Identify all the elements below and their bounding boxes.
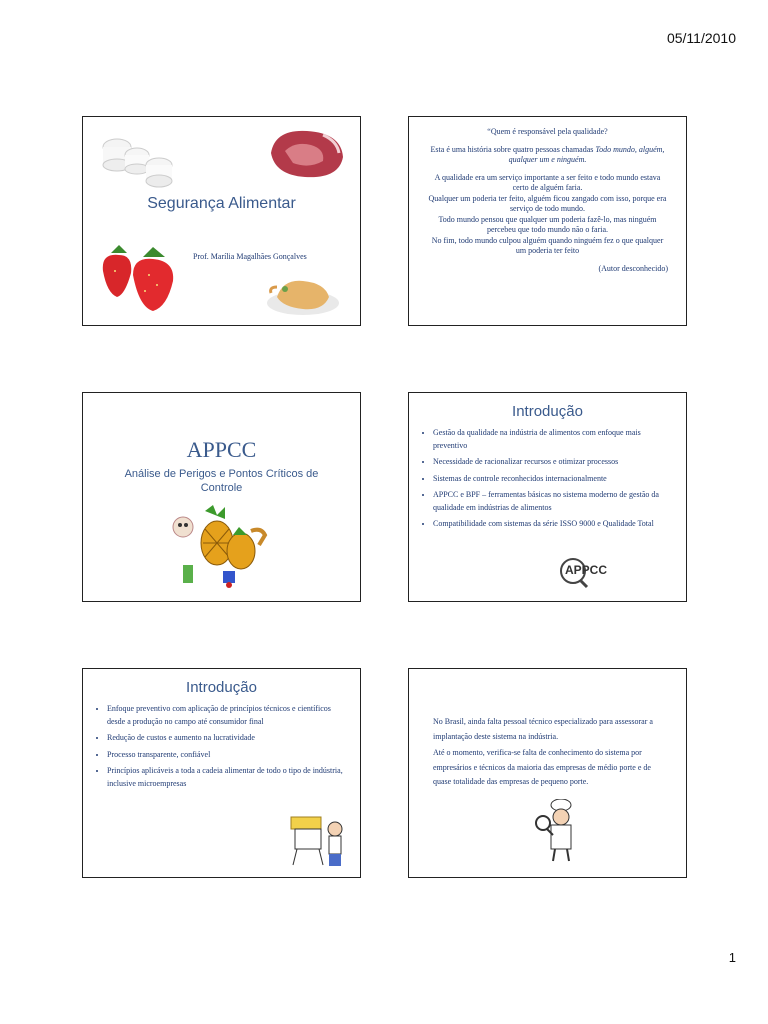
list-item: • Enfoque preventivo com aplicação de princípios técnicos e científicos desde a produção no campo até consumidor final: [107, 703, 346, 728]
slide-author: Prof. Marília Magalhães Gonçalves: [193, 252, 307, 261]
pineapple-cartoon: [169, 505, 279, 591]
marshmallow-image: [95, 125, 175, 191]
list-item: • Redução de custos e aumento na lucratividade: [107, 732, 346, 745]
appcc-subtitle: Análise de Perigos e Pontos Críticos de Controle: [124, 468, 319, 494]
bullet-list: [93, 703, 346, 794]
slide-title-text: Segurança Alimentar: [147, 195, 296, 212]
slide-heading: Introdução: [512, 403, 583, 420]
strawberry-image: [93, 241, 183, 317]
inspector-cartoon: [289, 811, 353, 873]
chicken-image: [263, 267, 343, 319]
paragraph: Até o momento, verifica-se falta de conhecimento do sistema por empresários e técnicos da maioria das empresas de médio porte e de quase totalidade das empresas de pequeno porte.: [433, 748, 651, 786]
quote-author: (Autor desconhecido): [598, 263, 668, 273]
quote-intro: Esta é uma história sobre quatro pessoas chamadas Todo mundo, alguém, qualquer um e ninguém.: [430, 144, 665, 164]
slide-title: [82, 116, 361, 326]
slide-introducao-2: [82, 668, 361, 878]
slide-appcc: [82, 392, 361, 602]
quote-paragraphs: A qualidade era um serviço importante a ser feito e todo mundo estava certo de alguém faria. Qualquer um poderia ter feito, alguém ficou zangado com isso, porque era serviço de todo mundo. Todo mundo pensou que qualquer um poderia fazê-lo, mas ninguém percebeu que todo mundo não o faria. No fim, todo mundo culpou alguém quando ninguém fez o que qualquer um poderia ter feito: [428, 172, 667, 255]
slide-brasil: [408, 668, 687, 878]
meat-image: [265, 123, 347, 183]
page-date: 05/11/2010: [666, 30, 736, 46]
list-item: • Processo transparente, confiável: [107, 749, 346, 762]
slide-quote: [408, 116, 687, 326]
appcc-logo: APPCC: [557, 555, 613, 589]
skull-icon: [178, 523, 182, 527]
appcc-title: APPCC: [186, 437, 257, 462]
list-item: • Gestão da qualidade na indústria de alimentos com enfoque mais preventivo: [433, 427, 672, 452]
list-item: • APPCC e BPF – ferramentas básicas no sistema moderno de gestão da qualidade em indústrias de alimentos: [433, 489, 672, 514]
slide-introducao-1: [408, 392, 687, 602]
list-item: • Necessidade de racionalizar recursos e otimizar processos: [433, 456, 672, 469]
slide-heading: Introdução: [186, 679, 257, 696]
list-item: • Compatibilidade com sistemas da série ISSO 9000 e Qualidade Total: [433, 518, 672, 531]
list-item: • Sistemas de controle reconhecidos internacionalmente: [433, 473, 672, 486]
quote-question: “Quem é responsável pela qualidade?: [487, 127, 608, 136]
paragraph: No Brasil, ainda falta pessoal técnico especializado para assessorar a implantação deste sistema na indústria.: [433, 717, 653, 741]
chef-cartoon: [533, 799, 583, 865]
page-number: 1: [728, 950, 736, 965]
list-item: • Princípios aplicáveis a toda a cadeia alimentar de todo o tipo de indústria, inclusive microempresas: [107, 765, 346, 790]
bullet-list: [419, 427, 672, 535]
